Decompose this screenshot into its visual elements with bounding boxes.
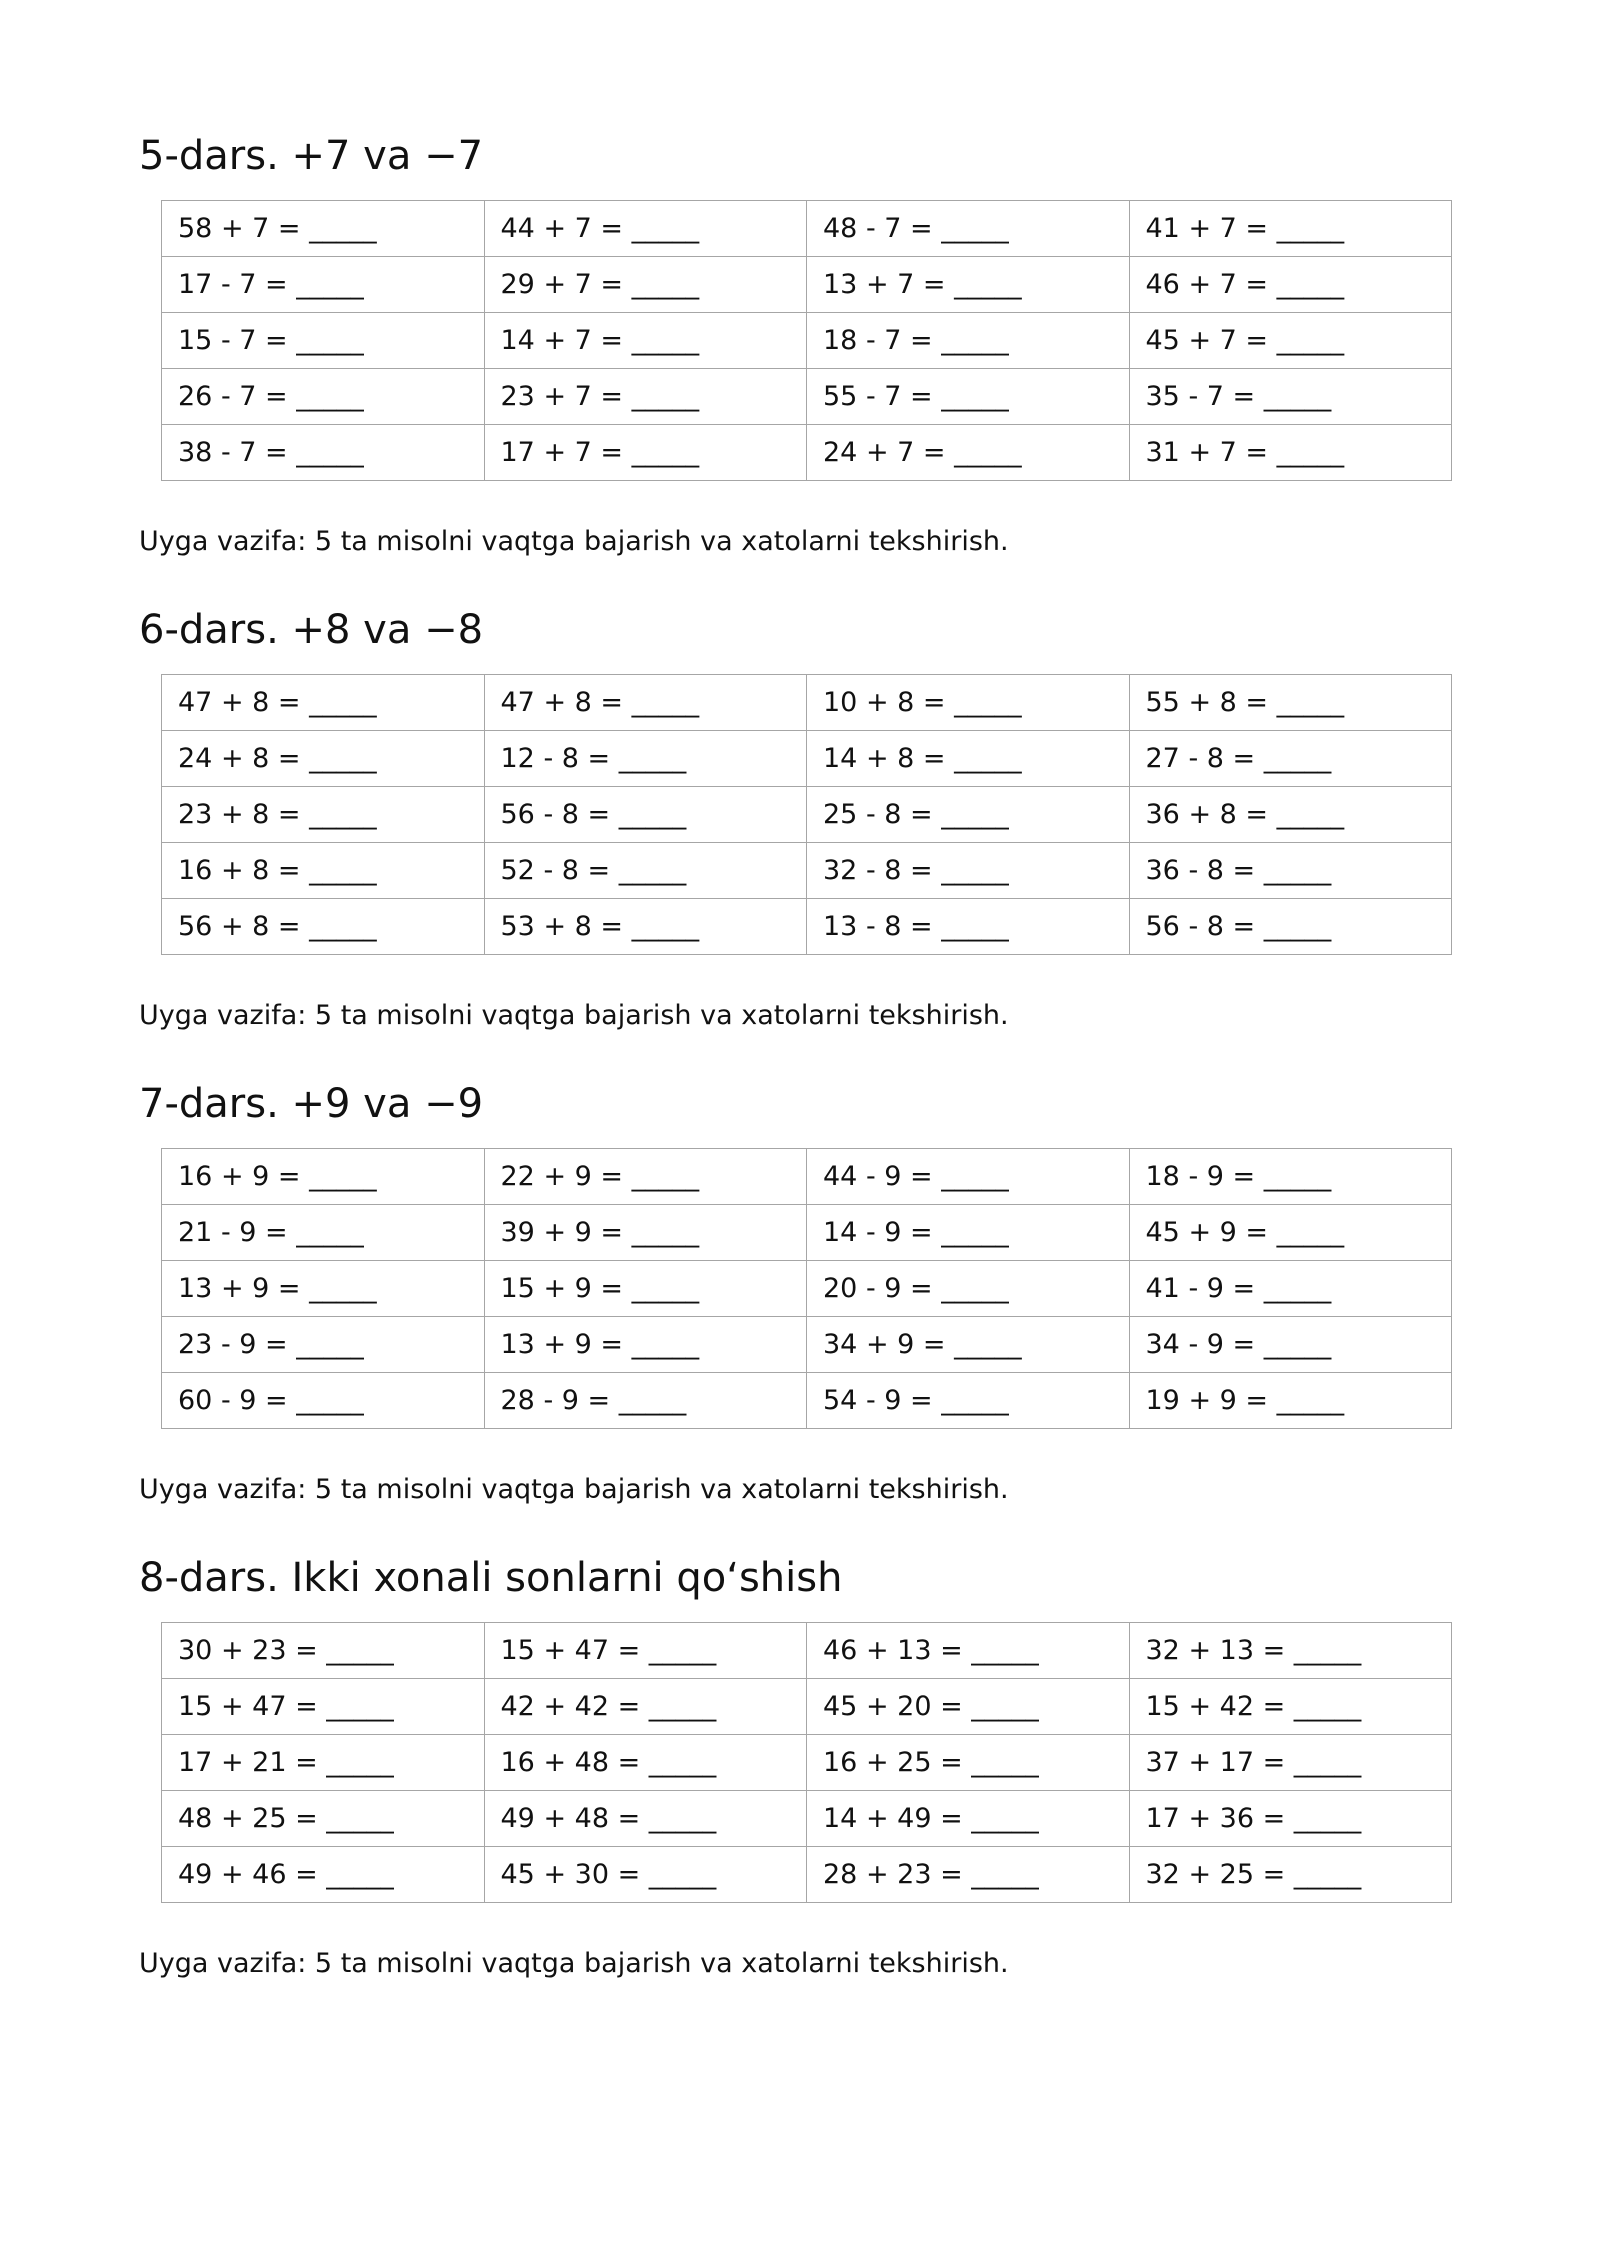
exercise-cell: 60 - 9 = _____ (162, 1373, 485, 1429)
exercise-cell: 32 - 8 = _____ (807, 843, 1130, 899)
homework-note: Uyga vazifa: 5 ta misolni vaqtga bajarish va xatolarni tekshirish. (139, 1474, 1009, 1505)
table-row (162, 787, 1452, 843)
table-row (162, 675, 1452, 731)
homework-note: Uyga vazifa: 5 ta misolni vaqtga bajarish va xatolarni tekshirish. (139, 526, 1009, 557)
exercise-cell: 15 + 9 = _____ (484, 1261, 807, 1317)
exercise-cell: 17 + 7 = _____ (484, 425, 807, 481)
exercise-cell: 58 + 7 = _____ (162, 201, 485, 257)
exercise-cell: 32 + 13 = _____ (1129, 1623, 1452, 1679)
section-spacer (139, 1034, 1459, 1076)
table-row (162, 1791, 1452, 1847)
exercise-cell: 45 + 9 = _____ (1129, 1205, 1452, 1261)
exercise-cell: 14 + 8 = _____ (807, 731, 1130, 787)
exercise-cell: 36 + 8 = _____ (1129, 787, 1452, 843)
exercise-cell: 30 + 23 = _____ (162, 1623, 485, 1679)
exercise-cell: 41 + 7 = _____ (1129, 201, 1452, 257)
exercise-cell: 16 + 9 = _____ (162, 1149, 485, 1205)
exercise-cell: 56 + 8 = _____ (162, 899, 485, 955)
exercise-cell: 13 + 9 = _____ (162, 1261, 485, 1317)
exercise-cell: 31 + 7 = _____ (1129, 425, 1452, 481)
exercise-cell: 34 - 9 = _____ (1129, 1317, 1452, 1373)
exercise-cell: 16 + 25 = _____ (807, 1735, 1130, 1791)
exercise-cell: 17 + 36 = _____ (1129, 1791, 1452, 1847)
exercise-cell: 18 - 9 = _____ (1129, 1149, 1452, 1205)
exercise-cell: 55 + 8 = _____ (1129, 675, 1452, 731)
table-row (162, 1205, 1452, 1261)
exercise-cell: 45 + 30 = _____ (484, 1847, 807, 1903)
exercise-cell: 46 + 13 = _____ (807, 1623, 1130, 1679)
homework-note: Uyga vazifa: 5 ta misolni vaqtga bajarish va xatolarni tekshirish. (139, 1000, 1009, 1031)
exercise-cell: 22 + 9 = _____ (484, 1149, 807, 1205)
exercise-cell: 56 - 8 = _____ (484, 787, 807, 843)
exercise-cell: 53 + 8 = _____ (484, 899, 807, 955)
exercise-cell: 21 - 9 = _____ (162, 1205, 485, 1261)
exercise-cell: 37 + 17 = _____ (1129, 1735, 1452, 1791)
table-row (162, 257, 1452, 313)
table-row (162, 201, 1452, 257)
exercise-cell: 28 - 9 = _____ (484, 1373, 807, 1429)
table-row (162, 843, 1452, 899)
exercise-cell: 18 - 7 = _____ (807, 313, 1130, 369)
exercise-cell: 49 + 46 = _____ (162, 1847, 485, 1903)
exercise-cell: 15 + 47 = _____ (162, 1679, 485, 1735)
lesson-8 (139, 1550, 1459, 1982)
exercise-cell: 49 + 48 = _____ (484, 1791, 807, 1847)
exercise-cell: 44 - 9 = _____ (807, 1149, 1130, 1205)
exercise-cell: 36 - 8 = _____ (1129, 843, 1452, 899)
table-row (162, 1149, 1452, 1205)
table-row (162, 1373, 1452, 1429)
exercise-cell: 41 - 9 = _____ (1129, 1261, 1452, 1317)
section-spacer (139, 560, 1459, 602)
exercise-cell: 24 + 7 = _____ (807, 425, 1130, 481)
exercise-cell: 42 + 42 = _____ (484, 1679, 807, 1735)
table-row (162, 1261, 1452, 1317)
exercise-cell: 35 - 7 = _____ (1129, 369, 1452, 425)
table-row (162, 1679, 1452, 1735)
exercise-cell: 46 + 7 = _____ (1129, 257, 1452, 313)
section-spacer (139, 1508, 1459, 1550)
exercise-cell: 39 + 9 = _____ (484, 1205, 807, 1261)
exercise-cell: 47 + 8 = _____ (484, 675, 807, 731)
exercise-cell: 48 - 7 = _____ (807, 201, 1130, 257)
worksheet-page (139, 128, 1459, 1982)
exercise-cell: 28 + 23 = _____ (807, 1847, 1130, 1903)
exercise-cell: 52 - 8 = _____ (484, 843, 807, 899)
lesson-title: 6-dars. +8 va −8 (139, 607, 484, 653)
table-row (162, 731, 1452, 787)
table-row (162, 1735, 1452, 1791)
exercise-cell: 13 + 7 = _____ (807, 257, 1130, 313)
exercise-cell: 16 + 8 = _____ (162, 843, 485, 899)
exercise-cell: 32 + 25 = _____ (1129, 1847, 1452, 1903)
lesson-7 (139, 1076, 1459, 1508)
exercise-cell: 23 + 7 = _____ (484, 369, 807, 425)
exercise-cell: 14 + 49 = _____ (807, 1791, 1130, 1847)
table-row (162, 1317, 1452, 1373)
lesson-6 (139, 602, 1459, 1034)
exercise-cell: 15 - 7 = _____ (162, 313, 485, 369)
table-row (162, 313, 1452, 369)
table-row (162, 369, 1452, 425)
exercise-cell: 16 + 48 = _____ (484, 1735, 807, 1791)
exercise-table (161, 200, 1452, 481)
exercise-cell: 27 - 8 = _____ (1129, 731, 1452, 787)
exercise-cell: 12 - 8 = _____ (484, 731, 807, 787)
exercise-cell: 29 + 7 = _____ (484, 257, 807, 313)
table-row (162, 1623, 1452, 1679)
exercise-cell: 13 - 8 = _____ (807, 899, 1130, 955)
exercise-cell: 15 + 47 = _____ (484, 1623, 807, 1679)
exercise-cell: 48 + 25 = _____ (162, 1791, 485, 1847)
exercise-table (161, 1148, 1452, 1429)
exercise-cell: 44 + 7 = _____ (484, 201, 807, 257)
exercise-cell: 25 - 8 = _____ (807, 787, 1130, 843)
exercise-cell: 17 + 21 = _____ (162, 1735, 485, 1791)
lesson-title: 8-dars. Ikki xonali sonlarni qo‘shish (139, 1555, 843, 1601)
exercise-cell: 56 - 8 = _____ (1129, 899, 1452, 955)
exercise-table (161, 1622, 1452, 1903)
exercise-cell: 45 + 7 = _____ (1129, 313, 1452, 369)
homework-note: Uyga vazifa: 5 ta misolni vaqtga bajarish va xatolarni tekshirish. (139, 1948, 1009, 1979)
exercise-cell: 13 + 9 = _____ (484, 1317, 807, 1373)
exercise-cell: 26 - 7 = _____ (162, 369, 485, 425)
exercise-cell: 34 + 9 = _____ (807, 1317, 1130, 1373)
lesson-5 (139, 128, 1459, 560)
exercise-table (161, 674, 1452, 955)
exercise-cell: 17 - 7 = _____ (162, 257, 485, 313)
exercise-cell: 55 - 7 = _____ (807, 369, 1130, 425)
exercise-cell: 15 + 42 = _____ (1129, 1679, 1452, 1735)
exercise-cell: 24 + 8 = _____ (162, 731, 485, 787)
exercise-cell: 19 + 9 = _____ (1129, 1373, 1452, 1429)
exercise-cell: 47 + 8 = _____ (162, 675, 485, 731)
lesson-title: 7-dars. +9 va −9 (139, 1081, 484, 1127)
exercise-cell: 23 + 8 = _____ (162, 787, 485, 843)
exercise-cell: 20 - 9 = _____ (807, 1261, 1130, 1317)
exercise-cell: 45 + 20 = _____ (807, 1679, 1130, 1735)
table-row (162, 425, 1452, 481)
exercise-cell: 38 - 7 = _____ (162, 425, 485, 481)
exercise-cell: 14 + 7 = _____ (484, 313, 807, 369)
exercise-cell: 23 - 9 = _____ (162, 1317, 485, 1373)
table-row (162, 899, 1452, 955)
exercise-cell: 14 - 9 = _____ (807, 1205, 1130, 1261)
table-row (162, 1847, 1452, 1903)
exercise-cell: 54 - 9 = _____ (807, 1373, 1130, 1429)
exercise-cell: 10 + 8 = _____ (807, 675, 1130, 731)
lesson-title: 5-dars. +7 va −7 (139, 133, 484, 179)
